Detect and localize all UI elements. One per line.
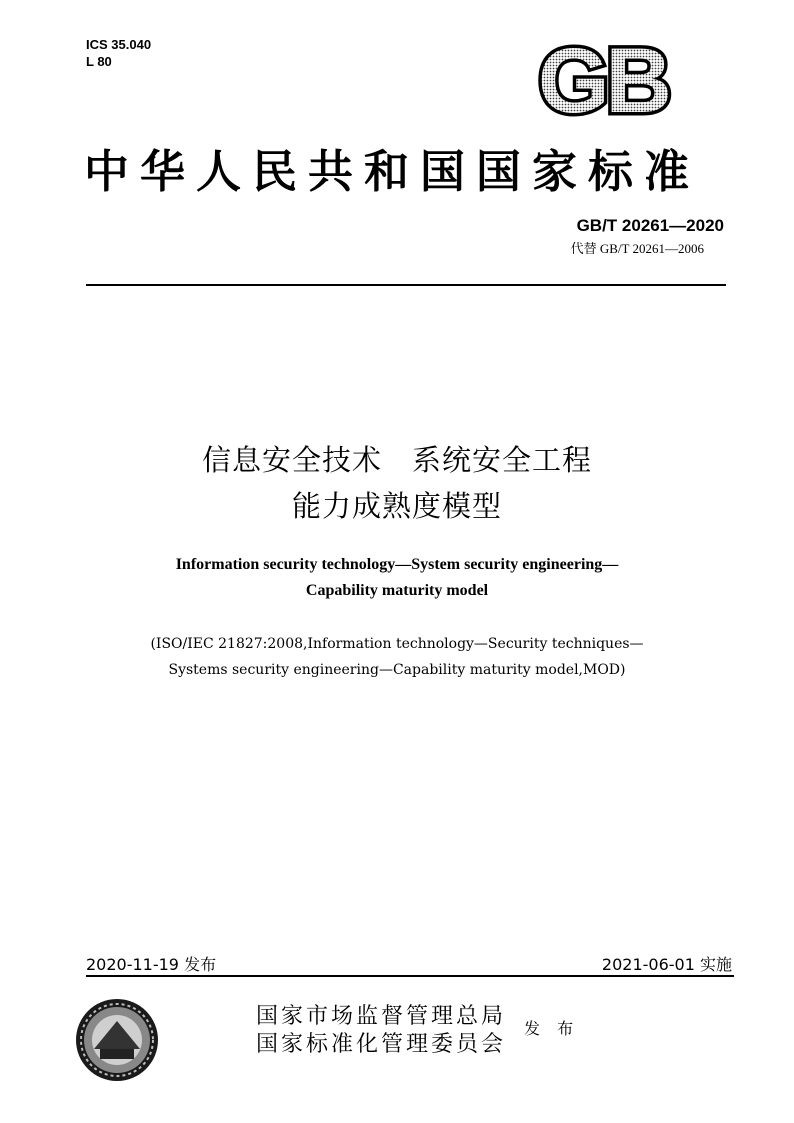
standard-code: GB/T 20261—2020 — [576, 216, 724, 235]
footer-divider — [86, 975, 734, 977]
issuer-sac: 国家标准化管理委员会 — [256, 1032, 507, 1057]
classification-codes — [86, 36, 151, 70]
anti-counterfeit-seal — [74, 997, 160, 1083]
chinese-title-line2: 能力成熟度模型 — [291, 489, 502, 523]
chinese-title-line1: 信息安全技术 系统安全工程 — [201, 443, 592, 477]
publish-label: 发 布 — [524, 1019, 580, 1038]
english-title-line2: Capability maturity model — [305, 582, 489, 599]
implementation-date: 2021-06-01 实施 — [601, 955, 732, 974]
english-title-line1: Information security technology—System security engineering— — [175, 556, 619, 573]
header-divider — [86, 284, 726, 286]
iso-reference-line1: (ISO/IEC 21827:2008,Information technology—Security techniques— — [150, 636, 644, 652]
issuer-samr: 国家市场监督管理总局 — [256, 1004, 507, 1029]
gb-logo — [528, 40, 678, 120]
issue-date: 2020-11-19 发布 — [86, 955, 217, 974]
ics-code: ICS 35.040 — [86, 37, 152, 52]
national-standard-title: 中华人民共和国国家标准 — [84, 145, 701, 198]
replaces-standard: 代替 GB/T 20261—2006 — [570, 241, 704, 256]
gb-logo-text: GB — [538, 40, 668, 120]
iso-reference-line2: Systems security engineering—Capability maturity model,MOD) — [168, 662, 626, 678]
ccs-code: L 80 — [86, 54, 112, 69]
